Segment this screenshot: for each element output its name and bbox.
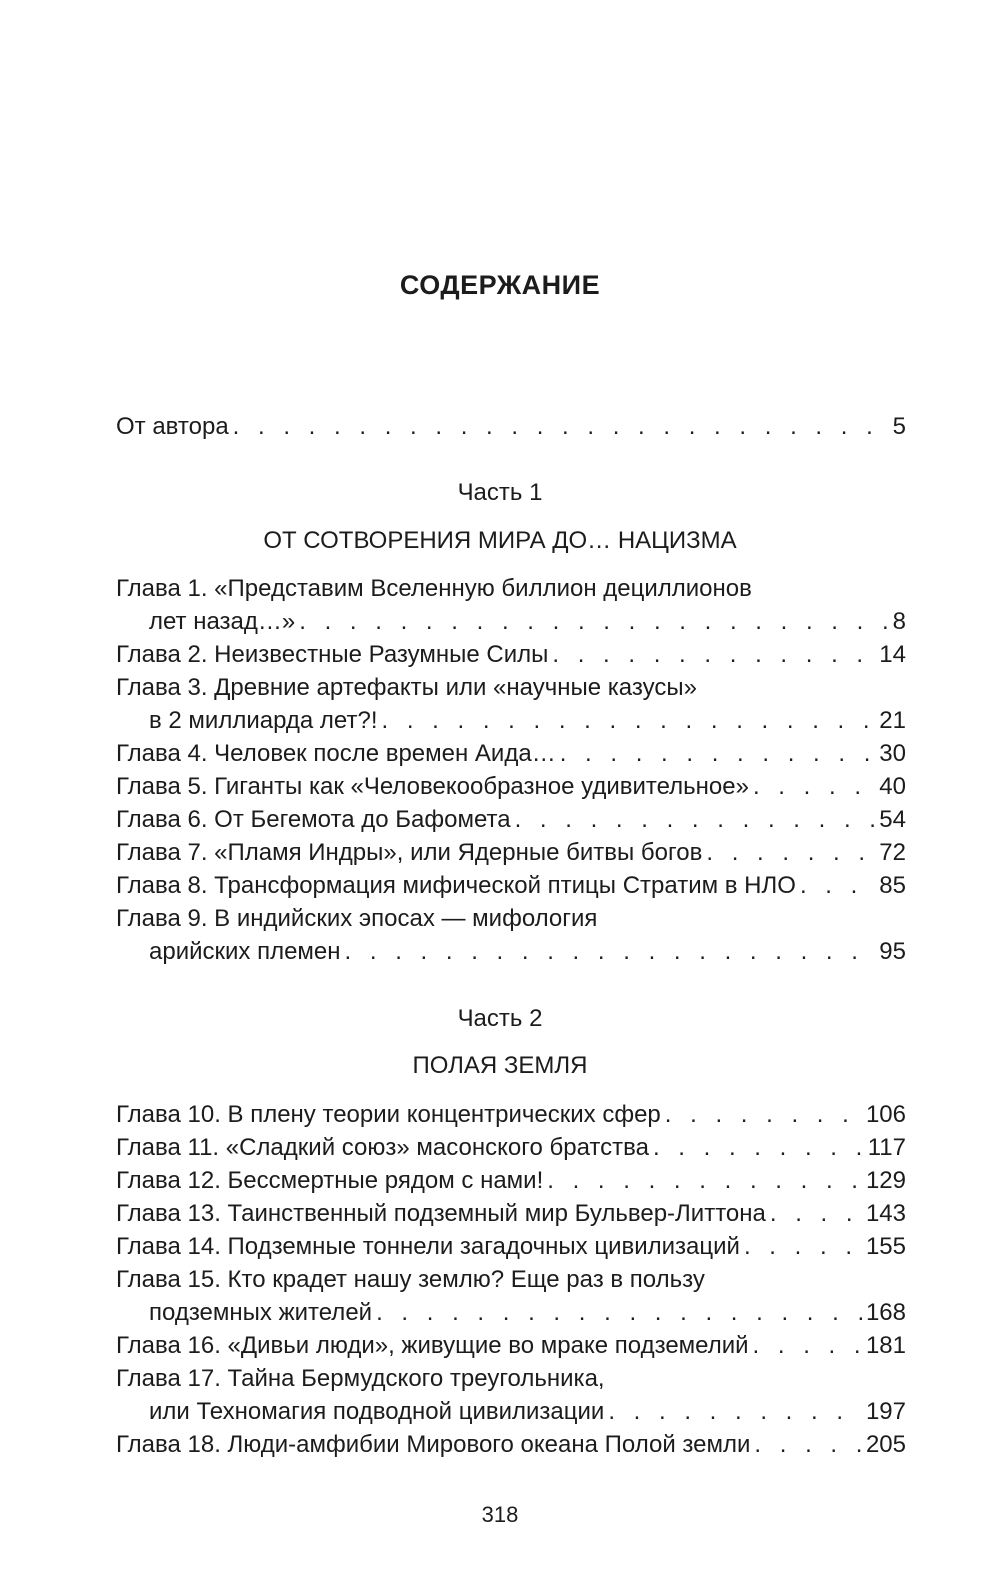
toc-line xyxy=(116,1263,906,1296)
dot-leader xyxy=(233,410,889,443)
toc-entry xyxy=(116,770,906,803)
toc-entry xyxy=(116,572,906,638)
part-1-title: ОТ СОТВОРЕНИЯ МИРА ДО… НАЦИЗМА xyxy=(263,527,737,554)
toc-page-number: 54 xyxy=(879,806,906,833)
toc-entry-title: Глава 3. Древние артефакты или «научные казусы» xyxy=(116,674,697,701)
toc-line xyxy=(116,1131,906,1164)
toc-page-number: 143 xyxy=(865,1200,906,1227)
toc-page-number: 30 xyxy=(879,740,906,767)
toc-entry xyxy=(116,1362,906,1428)
toc-entry xyxy=(116,869,906,902)
dot-leader xyxy=(753,1329,862,1362)
toc-entry xyxy=(116,737,906,770)
toc-line xyxy=(116,1329,906,1362)
dot-leader xyxy=(547,1164,862,1197)
toc-line xyxy=(116,1296,906,1329)
dot-leader xyxy=(552,638,875,671)
toc-line xyxy=(116,902,906,935)
toc-line xyxy=(116,704,906,737)
toc-line xyxy=(116,935,906,968)
toc-entry-title: Глава 11. «Сладкий союз» масонского братства xyxy=(116,1134,649,1161)
toc-entry xyxy=(116,1329,906,1362)
dot-leader xyxy=(706,836,875,869)
dot-leader xyxy=(800,869,875,902)
toc-page-number: 40 xyxy=(879,773,906,800)
toc-line xyxy=(116,1362,906,1395)
toc-page-number: 14 xyxy=(879,641,906,668)
toc-page-number: 155 xyxy=(865,1233,906,1260)
toc-page-number: 168 xyxy=(865,1299,906,1326)
page-number: 318 xyxy=(481,1502,519,1527)
toc-entry xyxy=(116,1197,906,1230)
toc-entry-title: От автора xyxy=(116,413,229,440)
page-title: СОДЕРЖАНИЕ xyxy=(399,270,601,300)
dot-leader xyxy=(653,1131,864,1164)
toc-line xyxy=(116,770,906,803)
toc-entry-title: Глава 17. Тайна Бермудского треугольника, xyxy=(116,1365,605,1392)
toc-page-number: 21 xyxy=(879,707,906,734)
toc-entry xyxy=(116,1164,906,1197)
toc-entry-title: арийских племен xyxy=(149,938,341,965)
toc-page-number: 181 xyxy=(865,1332,906,1359)
part-1-label: Часть 1 xyxy=(457,479,543,506)
toc-entry xyxy=(116,902,906,968)
toc-line xyxy=(116,1164,906,1197)
toc-line xyxy=(116,572,906,605)
toc-page-number: 197 xyxy=(865,1398,906,1425)
toc-entry xyxy=(116,803,906,836)
toc-page-number: 85 xyxy=(879,872,906,899)
toc-entry xyxy=(116,836,906,869)
toc-entry-title: Глава 12. Бессмертные рядом с нами! xyxy=(116,1167,544,1194)
toc-entry-title: Глава 1. «Представим Вселенную биллион дециллионов xyxy=(116,575,752,602)
dot-leader xyxy=(608,1395,862,1428)
dot-leader xyxy=(376,1296,862,1329)
toc-entry-title: Глава 10. В плену теории концентрических сфер xyxy=(116,1101,661,1128)
toc-entry-title: Глава 2. Неизвестные Разумные Силы xyxy=(116,641,549,668)
dot-leader xyxy=(515,803,876,836)
dot-leader xyxy=(753,770,875,803)
toc-entry xyxy=(116,1230,906,1263)
dot-leader xyxy=(665,1098,862,1131)
toc-entry-title: лет назад…» xyxy=(149,608,296,635)
toc-line xyxy=(116,1197,906,1230)
toc-intro xyxy=(116,410,906,443)
toc-page-number: 117 xyxy=(867,1134,906,1161)
toc-entry-title: Глава 14. Подземные тоннели загадочных цивилизаций xyxy=(116,1233,740,1260)
toc-entry-intro xyxy=(116,410,906,443)
toc-line xyxy=(116,410,906,443)
toc-entry xyxy=(116,1428,906,1461)
toc-line xyxy=(116,869,906,902)
dot-leader xyxy=(299,605,888,638)
dot-leader xyxy=(770,1197,862,1230)
toc-entry xyxy=(116,638,906,671)
toc-entry-title: Глава 6. От Бегемота до Бафомета xyxy=(116,806,511,833)
toc-entry xyxy=(116,1263,906,1329)
toc-page-number: 95 xyxy=(879,938,906,965)
toc-entry-title: Глава 4. Человек после времен Аида… xyxy=(116,740,556,767)
toc-line xyxy=(116,605,906,638)
toc-entry-title: Глава 9. В индийских эпосах — мифология xyxy=(116,905,598,932)
toc-page-number: 8 xyxy=(892,608,906,635)
toc-entry-title: в 2 миллиарда лет?! xyxy=(149,707,378,734)
toc-part-2-list xyxy=(116,1098,906,1461)
toc-entry-title: или Техномагия подводной цивилизации xyxy=(149,1398,605,1425)
toc-page-number: 72 xyxy=(879,839,906,866)
toc-part-1-list xyxy=(116,572,906,968)
toc-entry-title: подземных жителей xyxy=(149,1299,373,1326)
dot-leader xyxy=(381,704,875,737)
toc-entry-title: Глава 16. «Дивьи люди», живущие во мраке подземелий xyxy=(116,1332,749,1359)
dot-leader xyxy=(560,737,876,770)
toc-entry-title: Глава 13. Таинственный подземный мир Бульвер-Литтона xyxy=(116,1200,766,1227)
toc-line xyxy=(116,671,906,704)
toc-page-number: 205 xyxy=(865,1431,906,1458)
part-2-title: ПОЛАЯ ЗЕМЛЯ xyxy=(412,1052,588,1079)
toc-line xyxy=(116,638,906,671)
toc-page-number: 129 xyxy=(865,1167,906,1194)
dot-leader xyxy=(345,935,876,968)
toc-line xyxy=(116,1098,906,1131)
toc-entry xyxy=(116,1131,906,1164)
toc-page-number: 106 xyxy=(865,1101,906,1128)
toc-entry-title: Глава 5. Гиганты как «Человекообразное удивительное» xyxy=(116,773,749,800)
toc-entry-title: Глава 8. Трансформация мифической птицы Стратим в НЛО xyxy=(116,872,796,899)
toc-entry xyxy=(116,671,906,737)
toc-entry xyxy=(116,1098,906,1131)
part-2-label: Часть 2 xyxy=(457,1005,543,1032)
dot-leader xyxy=(744,1230,862,1263)
toc-line xyxy=(116,836,906,869)
toc-line xyxy=(116,737,906,770)
toc-entry-title: Глава 18. Люди-амфибии Мирового океана Полой земли xyxy=(116,1431,751,1458)
toc-line xyxy=(116,1428,906,1461)
toc-entry-title: Глава 7. «Пламя Индры», или Ядерные битвы богов xyxy=(116,839,703,866)
toc-line xyxy=(116,1395,906,1428)
toc-page-number: 5 xyxy=(892,413,906,440)
toc-entry-title: Глава 15. Кто крадет нашу землю? Еще раз в пользу xyxy=(116,1266,705,1293)
toc-line xyxy=(116,803,906,836)
dot-leader xyxy=(754,1428,862,1461)
toc-line xyxy=(116,1230,906,1263)
